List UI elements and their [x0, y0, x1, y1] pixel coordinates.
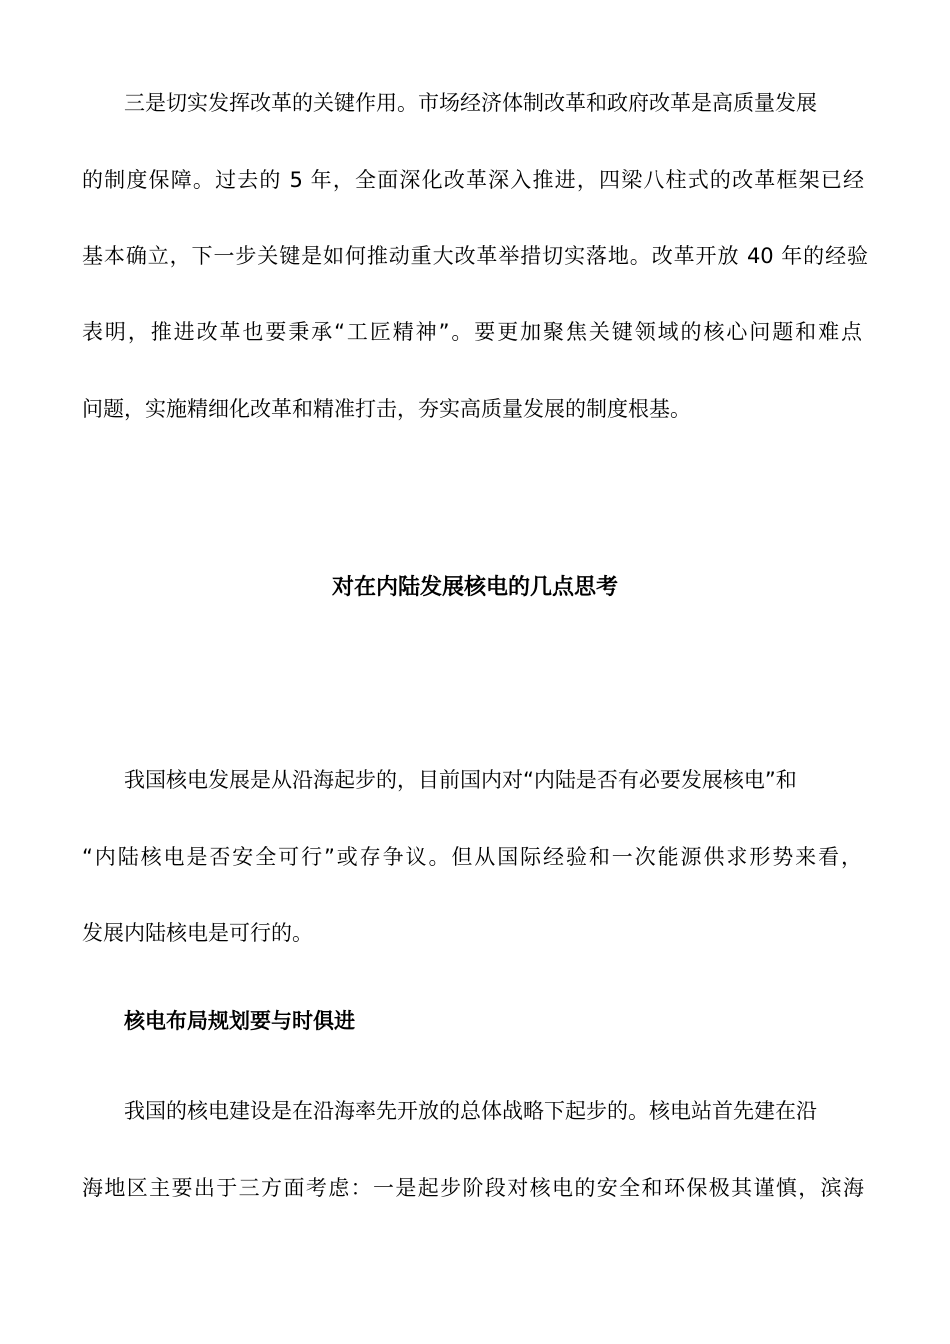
paragraph-1-line-5: 问题，实施精细化改革和精准打击，夯实高质量发展的制度根基。	[82, 397, 691, 421]
intro-line-2: “内陆核电是否安全可行”或存争议。但从国际经验和一次能源供求形势来看，	[82, 845, 862, 869]
paragraph-1-line-1: 三是切实发挥改革的关键作用。市场经济体制改革和政府改革是高质量发展	[124, 91, 817, 115]
article-title: 对在内陆发展核电的几点思考	[331, 575, 618, 600]
section-1-line-2: 海地区主要出于三方面考虑：一是起步阶段对核电的安全和环保极其谨慎，滨海	[82, 1176, 864, 1200]
intro-line-3: 发展内陆核电是可行的。	[82, 921, 313, 945]
paragraph-1-line-3: 基本确立，下一步关键是如何推动重大改革举措切实落地。改革开放 40 年的经验	[82, 244, 868, 268]
paragraph-1-line-4: 表明，推进改革也要秉承“工匠精神”。要更加聚焦关键领域的核心问题和难点	[82, 320, 862, 344]
section-1-line-1: 我国的核电建设是在沿海率先开放的总体战略下起步的。核电站首先建在沿	[124, 1099, 817, 1123]
paragraph-1-line-2: 的制度保障。过去的 5 年，全面深化改革深入推进，四梁八柱式的改革框架已经	[82, 168, 864, 192]
section-heading: 核电布局规划要与时俱进	[124, 1009, 355, 1033]
intro-line-1: 我国核电发展是从沿海起步的，目前国内对“内陆是否有必要发展核电”和	[124, 768, 797, 792]
